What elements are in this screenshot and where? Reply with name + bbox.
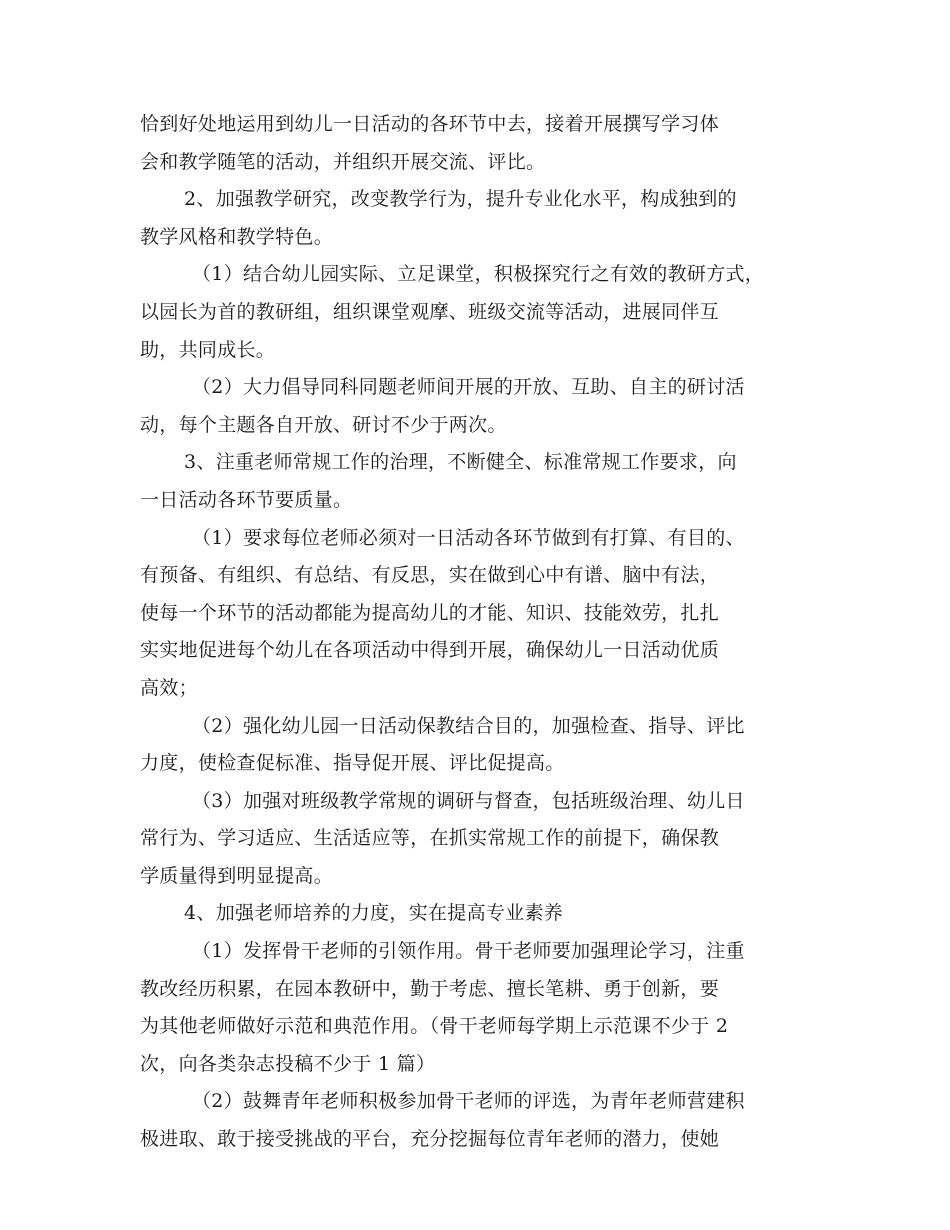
text-line: 会和教学随笔的活动，并组织开展交流、评比。	[140, 150, 546, 173]
section-heading: 4、加强老师培养的力度，实在提高专业素养	[184, 902, 564, 925]
text-line: （1）发挥骨干老师的引领作用。骨干老师要加强理论学习，注重	[192, 940, 745, 963]
text-line: 高效；	[140, 676, 198, 699]
text-line: 力度，使检查促标准、指导促开展、评比促提高。	[140, 752, 565, 775]
text-line: （2）大力倡导同科同题老师间开展的开放、互助、自主的研讨活	[192, 376, 745, 399]
text-line: （1）结合幼儿园实际、立足课堂，积极探究行之有效的教研方式，	[192, 263, 765, 286]
section-heading: 2、加强教学研究，改变教学行为，提升专业化水平，构成独到的	[184, 188, 737, 211]
text-line: 学质量得到明显提高。	[140, 864, 334, 887]
text-line: 次，向各类杂志投稿不少于 1 篇）	[140, 1052, 436, 1075]
text-line: 有预备、有组织、有总结、有反思，实在做到心中有谱、脑中有法，	[140, 564, 720, 587]
text-line: 常行为、学习适应、生活适应等，在抓实常规工作的前提下，确保教	[140, 827, 720, 850]
text-line: （2）鼓舞青年老师积极参加骨干老师的评选，为青年老师营建积	[192, 1090, 745, 1113]
text-line: 为其他老师做好示范和典范作用。（骨干老师每学期上示范课不少于 2	[140, 1015, 729, 1038]
text-line: 实实地促进每个幼儿在各项活动中得到开展，确保幼儿一日活动优质	[140, 639, 720, 662]
text-line: 极进取、敢于接受挑战的平台，充分挖掘每位青年老师的潜力，使她	[140, 1128, 720, 1151]
text-line: （3）加强对班级教学常规的调研与督查，包括班级治理、幼儿日	[192, 789, 745, 812]
text-line: 助，共同成长。	[140, 338, 276, 361]
text-line: （1）要求每位老师必须对一日活动各环节做到有打算、有目的、	[192, 526, 745, 549]
section-heading: 3、注重老师常规工作的治理，不断健全、标准常规工作要求，向	[184, 451, 737, 474]
text-line: 教学风格和教学特色。	[140, 225, 334, 248]
document-body	[140, 106, 820, 1159]
text-line: （2）强化幼儿园一日活动保教结合目的，加强检查、指导、评比	[192, 714, 745, 737]
text-line: 以园长为首的教研组，组织课堂观摩、班级交流等活动，进展同伴互	[140, 300, 720, 323]
text-line: 教改经历积累，在园本教研中，勤于考虑、擅长笔耕、勇于创新，要	[140, 977, 720, 1000]
text-line: 使每一个环节的活动都能为提高幼儿的才能、知识、技能效劳，扎扎	[140, 601, 720, 624]
text-line: 一日活动各环节要质量。	[140, 488, 353, 511]
text-line: 动，每个主题各自开放、研讨不少于两次。	[140, 413, 507, 436]
text-line: 恰到好处地运用到幼儿一日活动的各环节中去，接着开展撰写学习体	[140, 113, 720, 135]
